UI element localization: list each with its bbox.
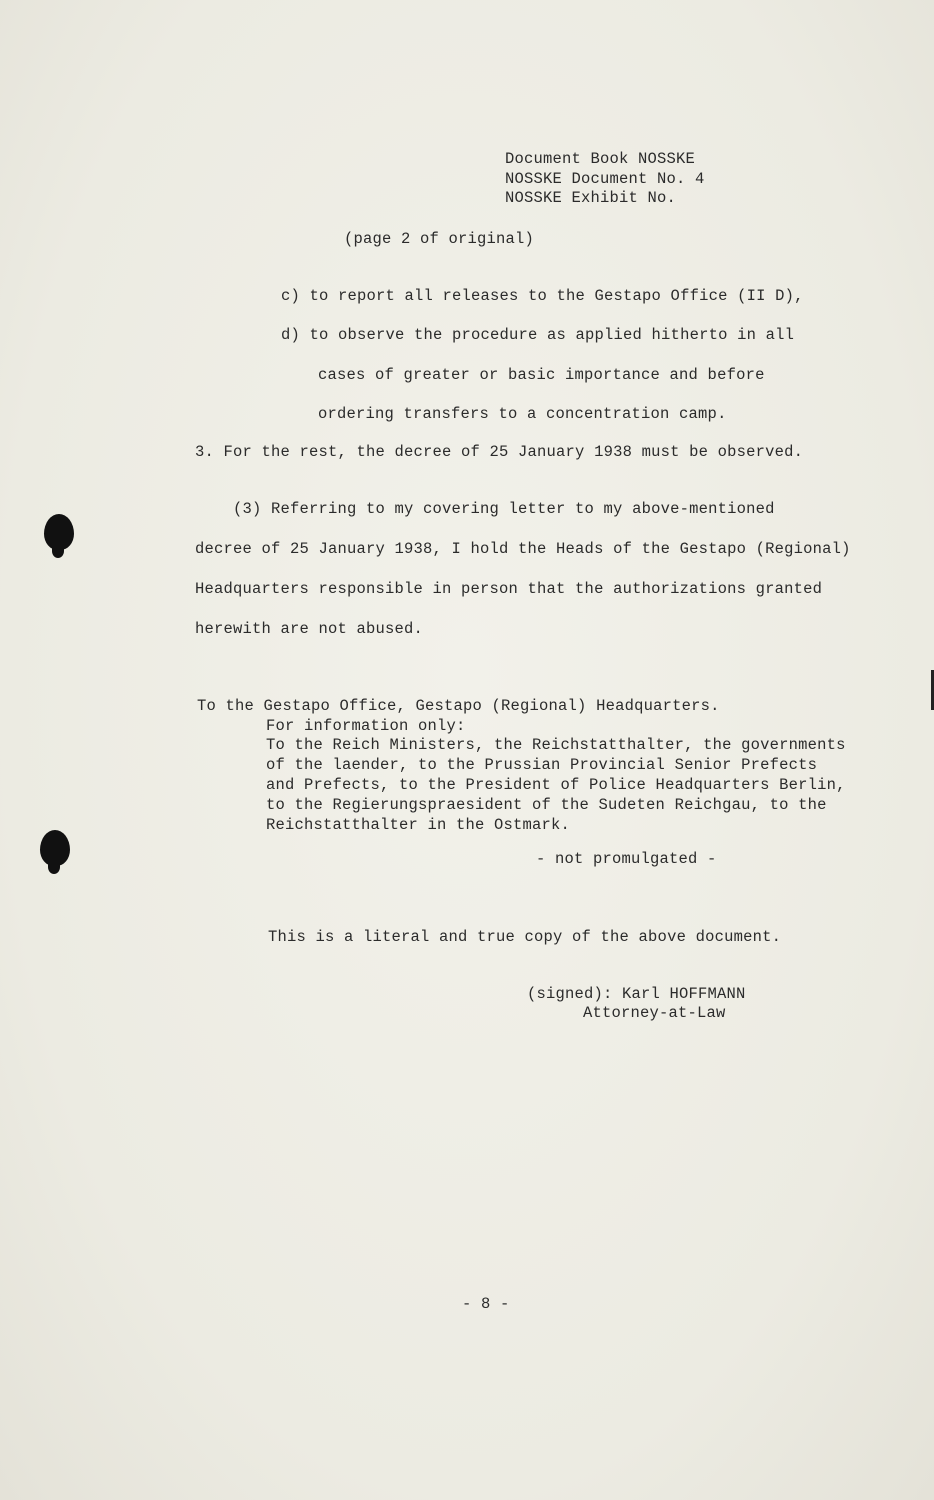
item-d-line-3: ordering transfers to a concentration camp. <box>318 405 727 423</box>
certification-statement: This is a literal and true copy of the above document. <box>268 928 782 946</box>
page-number: - 8 - <box>462 1295 510 1313</box>
page-reference: (page 2 of original) <box>344 230 535 248</box>
paragraph-3-line-4: herewith are not abused. <box>195 620 424 638</box>
point-3: 3. For the rest, the decree of 25 January 1938 must be observed. <box>195 443 804 461</box>
paragraph-3-line-1: (3) Referring to my covering letter to my above-mentioned <box>233 500 775 518</box>
header-document-book: Document Book NOSSKE <box>505 150 696 168</box>
item-c: c) to report all releases to the Gestapo Office (II D), <box>281 287 804 305</box>
header-document-number: NOSSKE Document No. 4 <box>505 170 705 188</box>
distribution-line-2: For information only: <box>266 717 466 735</box>
paragraph-3-line-2: decree of 25 January 1938, I hold the Heads of the Gestapo (Regional) <box>195 540 851 558</box>
signature-name: (signed): Karl HOFFMANN <box>527 985 746 1003</box>
item-d-line-2: cases of greater or basic importance and before <box>318 366 765 384</box>
distribution-line-1: To the Gestapo Office, Gestapo (Regional) Headquarters. <box>197 697 720 715</box>
item-d-line-1: d) to observe the procedure as applied hitherto in all <box>281 326 795 344</box>
punch-hole-bottom <box>40 830 70 866</box>
not-promulgated-note: - not promulgated - <box>536 850 717 868</box>
distribution-line-7: Reichstatthalter in the Ostmark. <box>266 816 571 834</box>
distribution-line-6: to the Regierungspraesident of the Sudeten Reichgau, to the <box>266 796 827 814</box>
punch-hole-top <box>44 514 74 550</box>
distribution-line-3: To the Reich Ministers, the Reichstatthalter, the governments <box>266 736 846 754</box>
signature-title: Attorney-at-Law <box>583 1004 726 1022</box>
distribution-line-5: and Prefects, to the President of Police Headquarters Berlin, <box>266 776 846 794</box>
distribution-line-4: of the laender, to the Prussian Provincial Senior Prefects <box>266 756 818 774</box>
header-exhibit-number: NOSSKE Exhibit No. <box>505 189 677 207</box>
paragraph-3-line-3: Headquarters responsible in person that the authorizations granted <box>195 580 823 598</box>
